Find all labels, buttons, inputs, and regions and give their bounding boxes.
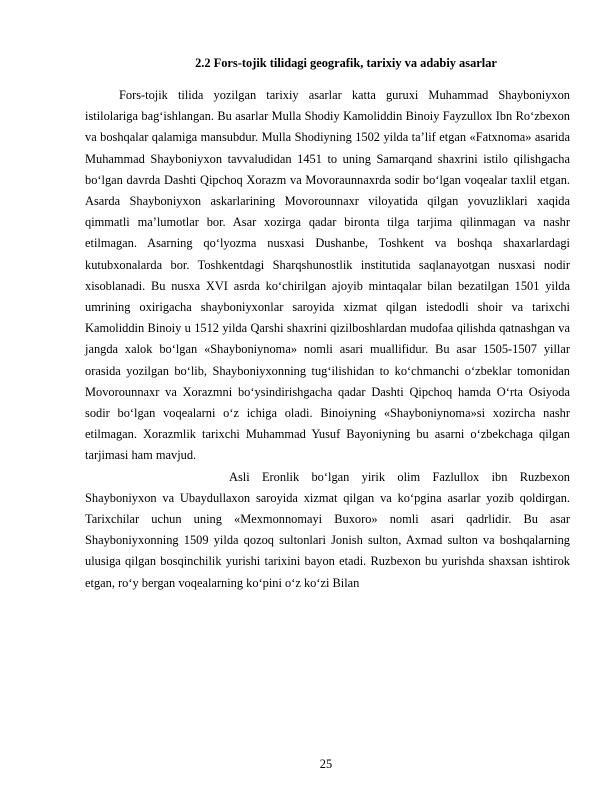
body-text xyxy=(85,85,570,594)
page-number: 25 xyxy=(319,757,333,771)
paragraph-2: Asli Eronlik bo‘lgan yirik olim Fazlullox ibn Ruzbexon Shayboniyxon va Ubaydullaxon saroyida xizmat qilgan va ko‘pgina asarlar yozib qoldirgan. Tarixchilar uchun uning «Mexmonnomayi Buxoro» nomli asari qadrlidir. Bu asar Shayboniyxonning 1509 yilda qozoq sultonlari Jonish sulton, Axmad sulton va boshqalarning ulusiga qilgan bosqinchilik yurishi tarixini bayon etadi. Ruzbexon bu yurishda shaxsan ishtirok etgan, ro‘y bergan voqealarning ko‘pini o‘z ko‘zi Bilan xyxy=(85,469,570,590)
section-heading: 2.2 Fors-tojik tilidagi geografik, tarixiy va adabiy asarlar xyxy=(195,56,497,70)
paragraph-1: Fors-tojik tilida yozilgan tarixiy asarlar katta guruxi Muhammad Shayboniyxon istilolariga bag‘ishlangan. Bu asarlar Mulla Shodiy Kamoliddin Binoiy Fayzullox Ibn Ro‘zbexon va boshqalar qalamiga mansubdur. Mulla Shodiyning 1502 yilda ta’lif etgan «Fatxnoma» asarida Muhammad Shayboniyxon tavvaludidan 1451 to uning Samarqand shaxrini istilo qilishgacha bo‘lgan davrda Dashti Qipchoq Xorazm va Movoraunnaxrda sodir bo‘lgan voqealar taxlil etgan. Asarda Shayboniyxon askarlarining Movorounnaxr viloyatida qilgan yovuzliklari xaqida qimmatli ma’lumotlar bor. Asar xozirga qadar bironta tilga tarjima qilinmagan va nashr etilmagan. Asarning qo‘lyozma nusxasi Dushanbe, Toshkent va boshqa shaxarlardagi kutubxonalarda bor. Toshkentdagi Sharqshunostlik institutida saqlanayotgan nusxasi nodir xisoblanadi. Bu nusxa XVI asrda ko‘chirilgan ajoyib mintaqalar bilan bezatilgan 1501 yilda umrining oxirigacha shayboniyxonlar saroyida xizmat qilgan istedodli shoir va tarixchi Kamoliddin Binoiy u 1512 yilda Qarshi shaxrini qizilboshlardan mudofaa qilishda qatnashgan va jangda xalok bo‘lgan «Shayboniynoma» nomli asari muallifidur. Bu asar 1505-1507 yillar orasida yozilgan bo‘lib, Shayboniyxonning tug‘ilishidan to ko‘chmanchi o‘zbeklar tomonidan Movorounnaxr va Xorazmni bo‘ysindirishgacha qadar Dashti Qipchoq hamda O‘rta Osiyoda sodir bo‘lgan voqealarni o‘z ichiga oladi. Binoiyning «Shayboniynoma»si xozircha nashr etilmagan. Xorazmlik tarixchi Muhammad Yusuf Bayoniyning bu asarni o‘zbekchaga qilgan tarjimasi ham mavjud. xyxy=(85,88,570,463)
